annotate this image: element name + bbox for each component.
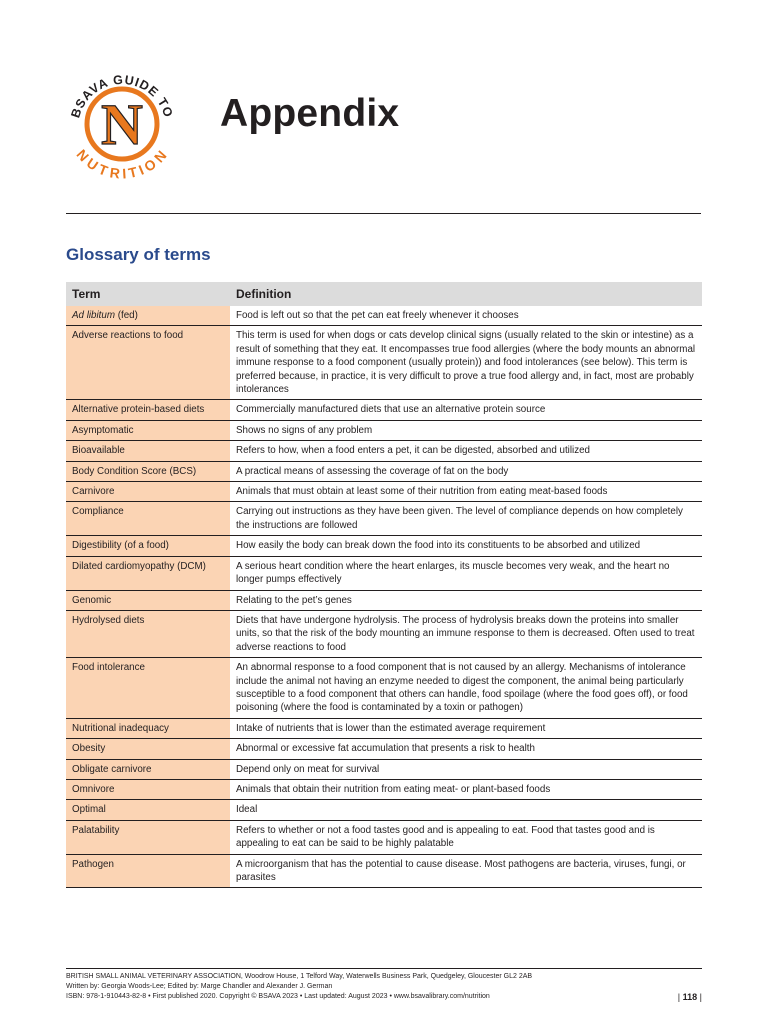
table-row	[66, 820, 702, 854]
glossary-term-text: Alternative protein-based diets	[72, 404, 205, 416]
glossary-term	[66, 759, 230, 779]
glossary-term	[66, 718, 230, 738]
glossary-term	[66, 854, 230, 888]
table-row	[66, 779, 702, 799]
glossary-term-text: Optimal	[72, 804, 106, 816]
glossary-definition: Carrying out instructions as they have been given. The level of compliance depends on how completely the instructions are followed	[230, 502, 702, 536]
table-row	[66, 502, 702, 536]
glossary-term-text: Hydrolysed diets	[72, 614, 145, 626]
glossary-term-text: Dilated cardiomyopathy (DCM)	[72, 560, 206, 572]
table-row	[66, 441, 702, 461]
glossary-definition: Refers to how, when a food enters a pet, it can be digested, absorbed and utilized	[230, 441, 702, 461]
glossary-term	[66, 800, 230, 820]
glossary-definition: Food is left out so that the pet can eat freely whenever it chooses	[230, 306, 702, 326]
glossary-term	[66, 739, 230, 759]
logo-letter: N	[101, 92, 143, 157]
glossary-term	[66, 461, 230, 481]
glossary-definition: Animals that obtain their nutrition from eating meat- or plant-based foods	[230, 779, 702, 799]
glossary-definition: Ideal	[230, 800, 702, 820]
glossary-definition: This term is used for when dogs or cats develop clinical signs (usually related to the skin or intestine) as a result of something that they eat. It encompasses true food allergies (where the body mounts an abnormal immune response to a food component (usually protein)) and food intolerances (see below). This term is preferred because, in practice, it is very difficult to prove a true food allergy and, in fact, most are probably intolerances	[230, 326, 702, 400]
glossary-term-text: Food intolerance	[72, 662, 145, 674]
glossary-term	[66, 420, 230, 440]
table-header-row	[66, 282, 702, 306]
glossary-term	[66, 658, 230, 719]
glossary-definition: Intake of nutrients that is lower than the estimated average requirement	[230, 718, 702, 738]
bsava-nutrition-logo	[62, 60, 182, 180]
glossary-term-text: Adverse reactions to food	[72, 330, 184, 342]
glossary-term	[66, 779, 230, 799]
table-row	[66, 610, 702, 657]
page-title: Appendix	[220, 92, 400, 135]
glossary-term	[66, 556, 230, 590]
section-heading: Glossary of terms	[66, 245, 211, 264]
table-row	[66, 718, 702, 738]
glossary-term	[66, 590, 230, 610]
page-number: | 118 |	[677, 992, 702, 1002]
column-header-definition: Definition	[230, 282, 702, 306]
glossary-term-text: Pathogen	[72, 858, 114, 870]
footer-publisher: BRITISH SMALL ANIMAL VETERINARY ASSOCIATION, Woodrow House, 1 Telford Way, Waterwells Business Park, Quedgeley, Gloucester GL2 2AB	[66, 973, 533, 980]
glossary-term-italic: Ad libitum	[72, 310, 116, 321]
glossary-term-text: Carnivore	[72, 486, 115, 498]
logo-text-bottom: NUTRITION	[73, 146, 171, 180]
table-row	[66, 326, 702, 400]
table-row	[66, 800, 702, 820]
glossary-definition: Relating to the pet’s genes	[230, 590, 702, 610]
logo-text-top: BSAVA GUIDE TO	[68, 72, 176, 120]
table-row	[66, 306, 702, 326]
glossary-definition: An abnormal response to a food component that is not caused by an allergy. Mechanisms of intolerance include the animal not having an enzyme needed to digest the component, the animal being particularly susceptible to a food component that others can handle, food spoilage (where the food goes off), or food poisoning (where the food is contaminated by a toxin or pathogen)	[230, 658, 702, 719]
glossary-definition: Refers to whether or not a food tastes good and is appealing to eat. Food that tastes good and is appealing to eat can be said to be highly palatable	[230, 820, 702, 854]
glossary-definition: Shows no signs of any problem	[230, 420, 702, 440]
glossary-term-text: Nutritional inadequacy	[72, 722, 169, 734]
glossary-term	[66, 820, 230, 854]
glossary-term	[66, 326, 230, 400]
table-row	[66, 461, 702, 481]
table-row	[66, 420, 702, 440]
glossary-term-text: Bioavailable	[72, 445, 125, 457]
footer-isbn: ISBN: 978-1-910443-82-8 • First published 2020. Copyright © BSAVA 2023 • Last updated: August 2023 • www.bsavalibrary.com/nutrition	[66, 993, 490, 1000]
footer-credits: Written by: Georgia Woods-Lee; Edited by: Marge Chandler and Alexander J. German	[66, 983, 333, 990]
glossary-term-text: Asymptomatic	[72, 424, 134, 436]
glossary-term	[66, 400, 230, 420]
glossary-term-text: Genomic	[72, 594, 112, 606]
table-row	[66, 854, 702, 888]
glossary-definition: Depend only on meat for survival	[230, 759, 702, 779]
glossary-body	[66, 306, 702, 888]
header-divider	[66, 213, 701, 214]
column-header-term: Term	[66, 282, 230, 306]
table-row	[66, 658, 702, 719]
glossary-term-text: (fed)	[115, 310, 138, 321]
table-row	[66, 536, 702, 556]
glossary-definition: Abnormal or excessive fat accumulation that presents a risk to health	[230, 739, 702, 759]
glossary-term	[66, 502, 230, 536]
glossary-term	[66, 306, 230, 326]
table-row	[66, 759, 702, 779]
glossary-table	[66, 282, 702, 888]
table-row	[66, 590, 702, 610]
glossary-term	[66, 536, 230, 556]
glossary-definition: A microorganism that has the potential to cause disease. Most pathogens are bacteria, viruses, fungi, or parasites	[230, 854, 702, 888]
glossary-term-text: Digestibility (of a food)	[72, 540, 169, 552]
glossary-term-text: Obesity	[72, 743, 106, 755]
glossary-definition: Animals that must obtain at least some of their nutrition from eating meat-based foods	[230, 482, 702, 502]
glossary-definition: Commercially manufactured diets that use an alternative protein source	[230, 400, 702, 420]
glossary-term-text: Obligate carnivore	[72, 763, 152, 775]
glossary-term-text: Body Condition Score (BCS)	[72, 465, 197, 477]
table-row	[66, 482, 702, 502]
glossary-definition: How easily the body can break down the food into its constituents to be absorbed and utilized	[230, 536, 702, 556]
glossary-definition: Diets that have undergone hydrolysis. The process of hydrolysis breaks down the proteins into smaller units, so that the risk of the body mounting an immune response to them is decreased. Often used to treat adverse reactions to food	[230, 610, 702, 657]
table-row	[66, 739, 702, 759]
glossary-definition: A practical means of assessing the coverage of fat on the body	[230, 461, 702, 481]
footer	[66, 972, 532, 1002]
glossary-term-text: Omnivore	[72, 783, 115, 795]
glossary-term-text: Palatability	[72, 824, 120, 836]
table-row	[66, 400, 702, 420]
table-row	[66, 556, 702, 590]
glossary-term-text: Compliance	[72, 506, 124, 518]
glossary-definition: A serious heart condition where the heart enlarges, its muscle becomes very weak, and the heart no longer pumps effectively	[230, 556, 702, 590]
footer-divider	[66, 968, 702, 969]
glossary-term	[66, 610, 230, 657]
glossary-term	[66, 482, 230, 502]
glossary-term	[66, 441, 230, 461]
